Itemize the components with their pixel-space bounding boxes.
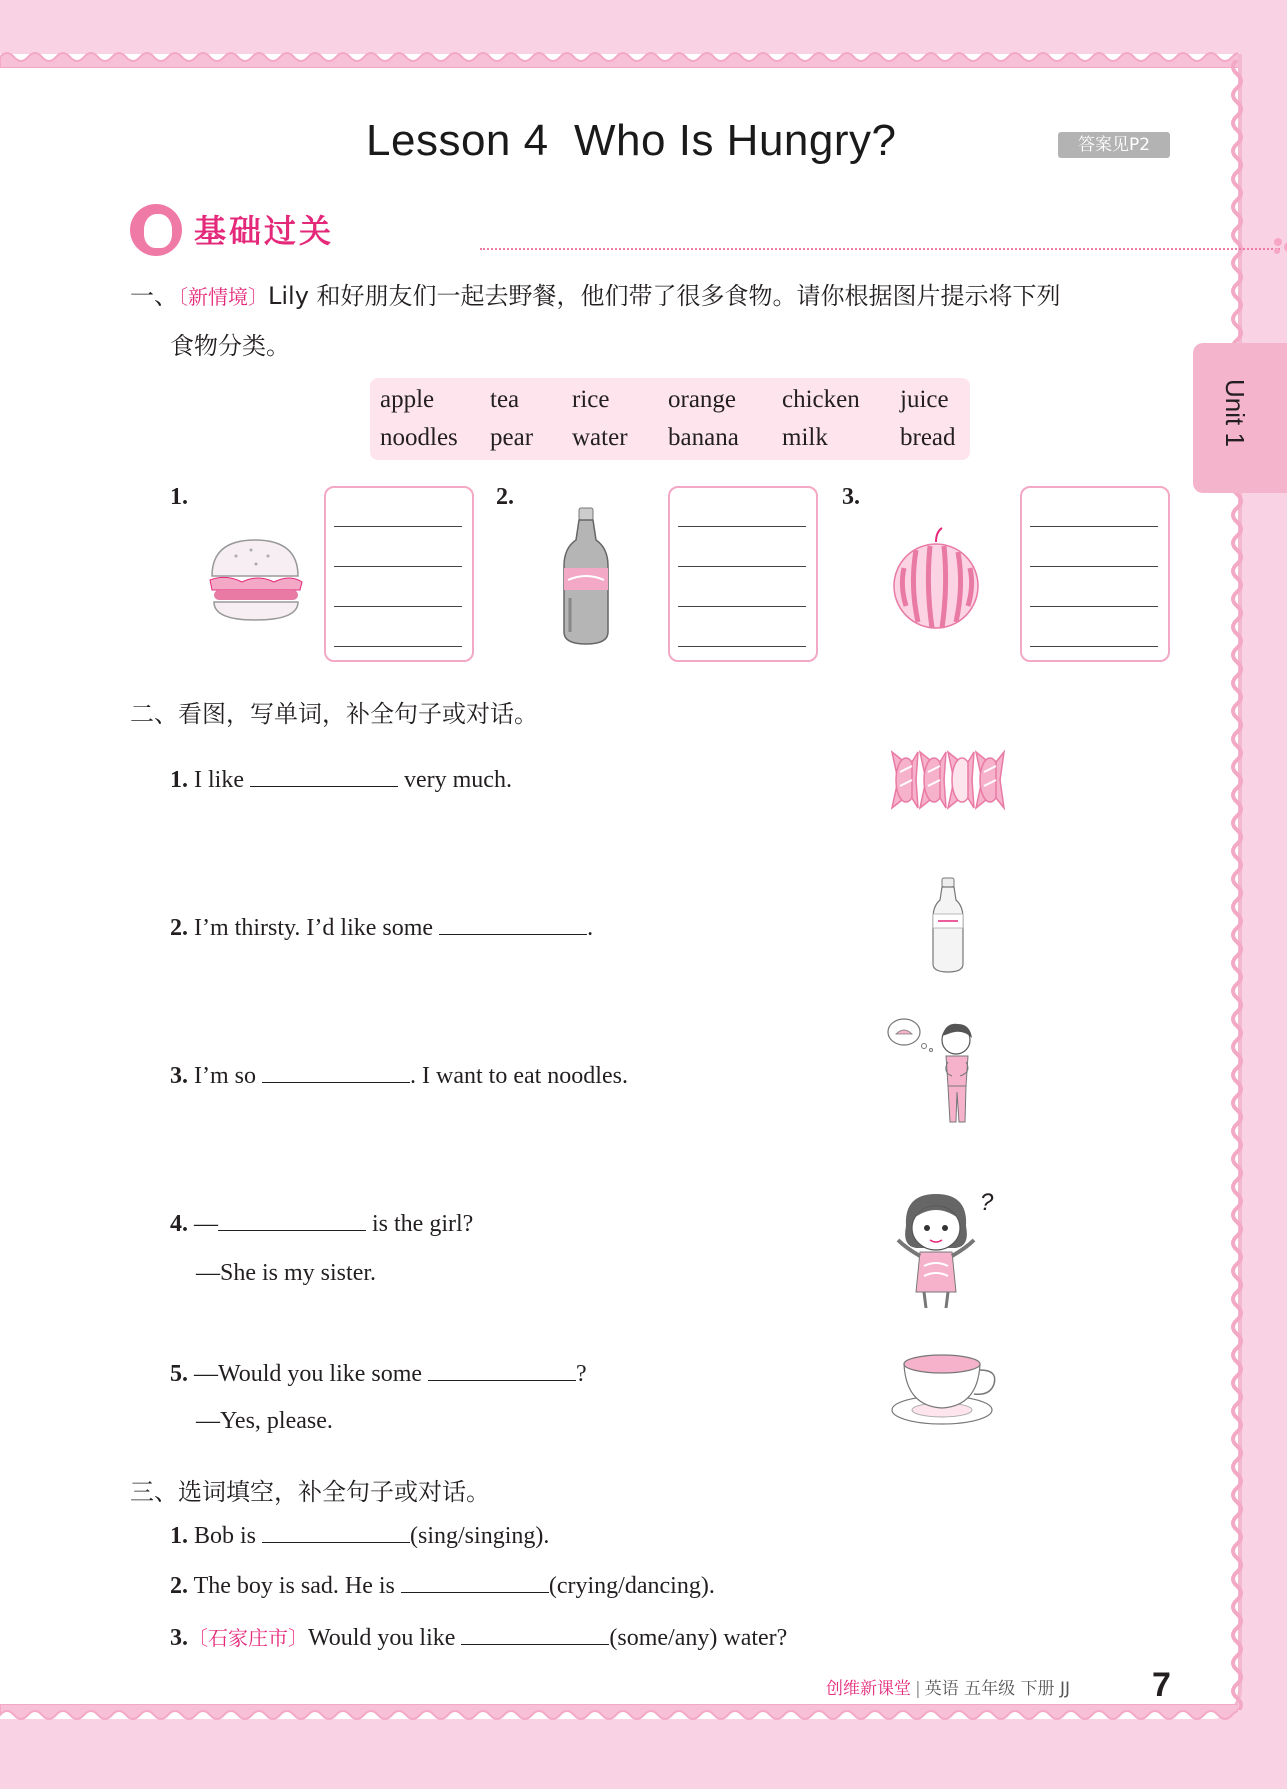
- part2-heading: 二、看图，写单词，补全句子或对话。: [130, 700, 538, 728]
- answer-blank[interactable]: [250, 766, 398, 787]
- word-bank-item: milk: [782, 424, 828, 451]
- part1-instruction-text: Lily 和好朋友们一起去野餐，他们带了很多食物。请你根据图片提示将下列: [268, 282, 1061, 310]
- wavy-border-top: [0, 46, 1238, 68]
- question-text: (sing/singing).: [410, 1523, 550, 1549]
- question-number: 4.: [170, 1211, 188, 1237]
- girl-icon: [890, 1186, 1000, 1310]
- question-text: very much.: [397, 767, 512, 793]
- part2-question-5: [170, 1360, 587, 1388]
- question-number: 1.: [170, 767, 188, 793]
- answer-blank[interactable]: [401, 1572, 549, 1593]
- part1-tag: 〔新情境〕: [178, 285, 268, 309]
- word-bank-item: orange: [668, 386, 737, 413]
- question-number: 2.: [170, 1573, 188, 1599]
- answer-blank[interactable]: [262, 1062, 410, 1083]
- word-bank: [370, 378, 970, 460]
- part1-instruction-line2: 食物分类。: [170, 332, 290, 360]
- part1-instruction: [130, 276, 1061, 311]
- word-bank-item: bread: [900, 424, 956, 451]
- question-number: 3.: [170, 1063, 188, 1089]
- group-number: 2.: [496, 484, 514, 510]
- answer-box-1[interactable]: [324, 486, 474, 662]
- answer-blank[interactable]: [218, 1210, 366, 1231]
- wavy-border-right: [1226, 60, 1248, 1710]
- word-bank-item: juice: [900, 386, 949, 413]
- footer-subject: 英语 五年级 下册 JJ: [924, 1679, 1070, 1699]
- wavy-border-bottom: [0, 1704, 1238, 1726]
- word-bank-item: banana: [668, 424, 739, 451]
- question-text: The boy is sad. He is: [188, 1573, 401, 1599]
- question-text: (crying/dancing).: [548, 1573, 715, 1599]
- part3-heading: 三、选词填空，补全句子或对话。: [130, 1478, 490, 1506]
- question-number: 1.: [170, 1523, 188, 1549]
- part1-number: 一、: [130, 282, 178, 310]
- question-number: 5.: [170, 1361, 188, 1387]
- answer-blank[interactable]: [439, 914, 587, 935]
- page-title: Lesson 4 Who Is Hungry?: [366, 116, 897, 165]
- unit-tab-label: Unit 1: [1220, 379, 1250, 447]
- question-text: is the girl?: [366, 1211, 474, 1237]
- word-bank-item: tea: [490, 386, 520, 413]
- answer-blank[interactable]: [461, 1624, 609, 1645]
- part2-answer-4: —She is my sister.: [196, 1260, 377, 1286]
- question-text: Would you like: [308, 1625, 462, 1651]
- part3-question-2: [170, 1572, 715, 1600]
- word-bank-item: pear: [490, 424, 534, 451]
- hamburger-icon: [206, 536, 304, 624]
- answer-reference-badge: 答案见P2: [1058, 132, 1170, 158]
- question-tag: 〔石家庄市〕: [188, 1626, 308, 1650]
- part2-answer-5: —Yes, please.: [196, 1408, 333, 1434]
- answer-blank[interactable]: [262, 1522, 410, 1543]
- group-number: 3.: [842, 484, 860, 510]
- question-text: —: [188, 1211, 218, 1237]
- question-text: I like: [188, 767, 250, 793]
- word-bank-item: chicken: [782, 386, 860, 413]
- question-text: Bob is: [188, 1523, 263, 1549]
- dotted-divider: [480, 248, 1280, 250]
- footer-brand: 创维新课堂: [826, 1679, 911, 1699]
- group-number: 1.: [170, 484, 188, 510]
- question-text: ?: [576, 1361, 587, 1387]
- watermelon-icon: [890, 524, 982, 634]
- question-text: I’m so: [188, 1063, 262, 1089]
- teacup-icon: [890, 1350, 1002, 1430]
- word-bank-item: noodles: [380, 424, 458, 451]
- word-bank-item: rice: [572, 386, 610, 413]
- word-bank-item: water: [572, 424, 628, 451]
- question-text: I’m thirsty. I’d like some: [188, 915, 440, 941]
- candy-icon: [888, 748, 1008, 812]
- question-text: .: [587, 915, 594, 941]
- answer-blank[interactable]: [428, 1360, 576, 1381]
- question-text: . I want to eat noodles.: [410, 1063, 628, 1089]
- word-bank-item: apple: [380, 386, 435, 413]
- unit-tab: [1193, 343, 1287, 493]
- bottle-icon: [560, 506, 612, 648]
- part3-question-3: [170, 1622, 787, 1652]
- part2-question-3: [170, 1062, 628, 1090]
- answer-box-3[interactable]: [1020, 486, 1170, 662]
- question-text: (some/any) water?: [609, 1625, 788, 1651]
- footer: [826, 1674, 1070, 1699]
- answer-box-2[interactable]: [668, 486, 818, 662]
- part3-question-1: [170, 1522, 549, 1550]
- question-number: 2.: [170, 915, 188, 941]
- section-badge: [130, 200, 1170, 260]
- section-badge-label: 基础过关: [194, 212, 335, 250]
- water-bottle-icon: [930, 876, 966, 974]
- student-avatar-icon: [130, 204, 182, 256]
- page-number: 7: [1152, 1666, 1171, 1704]
- question-number: 3.: [170, 1625, 188, 1651]
- part2-question-4: [170, 1210, 473, 1238]
- part2-question-1: [170, 766, 512, 794]
- question-text: —Would you like some: [188, 1361, 429, 1387]
- svg-text:?: ?: [980, 1189, 994, 1216]
- part2-question-2: [170, 914, 593, 942]
- footer-separator: |: [915, 1679, 921, 1699]
- hungry-boy-icon: [886, 1014, 992, 1134]
